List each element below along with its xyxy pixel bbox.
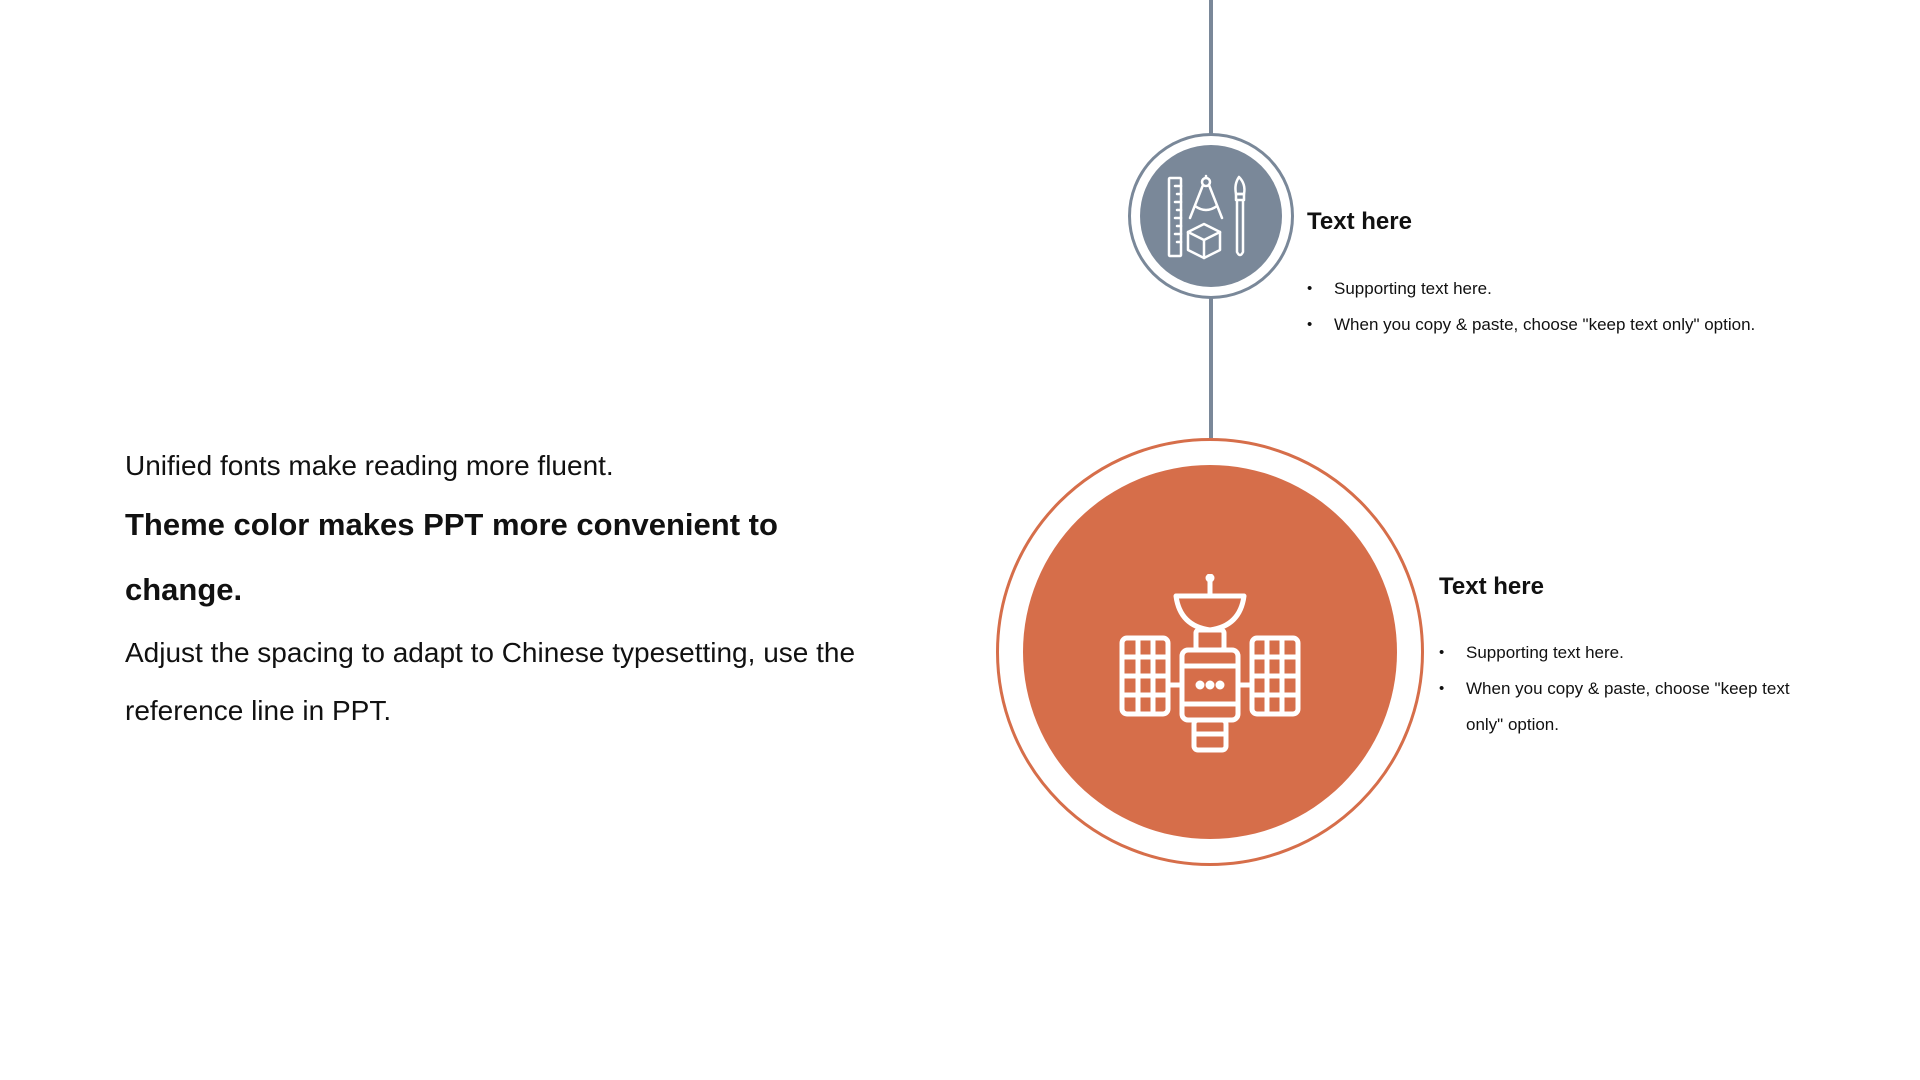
bullet-item: • When you copy & paste, choose "keep text only" option. <box>1439 671 1799 743</box>
body-text-paragraph: Adjust the spacing to adapt to Chinese typesetting, use the reference line in PPT. <box>125 637 856 726</box>
left-text-block <box>125 440 885 740</box>
item-title-2: Text here <box>1439 573 1544 600</box>
item-bullets-2 <box>1439 635 1799 743</box>
timeline-connector-middle <box>1209 298 1213 438</box>
timeline-connector-top <box>1209 0 1213 135</box>
satellite-icon <box>1118 574 1302 758</box>
design-tools-icon <box>1166 174 1256 260</box>
bullet-item: • When you copy & paste, choose "keep text only" option. <box>1307 307 1847 343</box>
emphasis-text: Theme color makes PPT more convenient to change. <box>125 507 778 607</box>
bullet-item: • Supporting text here. <box>1439 635 1799 671</box>
body-text-line: Unified fonts make reading more fluent. <box>125 450 614 481</box>
item-title-1: Text here <box>1307 208 1412 235</box>
bullet-item: • Supporting text here. <box>1307 271 1847 307</box>
item-bullets-1 <box>1307 271 1847 343</box>
